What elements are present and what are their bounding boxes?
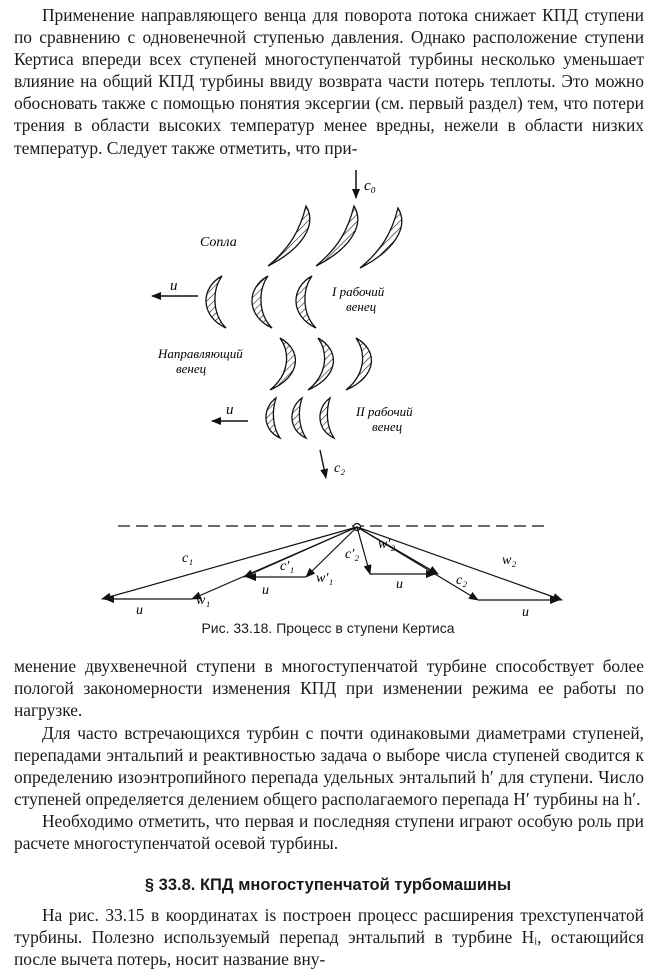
label-rotor1-b: венец bbox=[346, 299, 377, 314]
paragraph-4: Необходимо отметить, что первая и последняя ступени играют особую роль при расчете многоступенчатой осевой турбины. bbox=[14, 811, 644, 854]
label-guide-b: венец bbox=[176, 361, 207, 376]
label-u-3: u bbox=[136, 603, 143, 618]
label-rotor2-b: венец bbox=[372, 419, 403, 434]
c2-arrow bbox=[320, 450, 326, 478]
paragraph-3: Для часто встречающихся турбин с почти одинаковыми диаметрами ступеней, перепадами энтальпий и реактивностью задача о выборе числа ступеней сводится к определению изоэнтропийного перепада удельных энтальпий h′ для ступени. Число ступеней определяется делением общего располагаемого перепада H′ турбины на h′. bbox=[14, 723, 644, 810]
label-c1: c₁ bbox=[182, 551, 194, 566]
figure-caption: Рис. 33.18. Процесс в ступени Кертиса bbox=[201, 620, 455, 636]
paragraph-1: Применение направляющего венца для поворота потока снижает КПД ступени по сравнению с одновенечной ступенью давления. Однако расположение ступени Кертиса впереди всех ступеней многоступенчатой турбины несколько уменьшает влияние на общий КПД турбины ввиду возврата части потерь теплоты. Это можно обосновать также с помощью понятия эксергии (см. первый раздел) тем, что потери трения в области высоких температур менее вредны, нежели в области низких температур. Следует также отметить, что при- bbox=[14, 5, 644, 158]
guide-row bbox=[270, 338, 371, 390]
label-w1: w₁ bbox=[196, 593, 211, 608]
figure-curtis-stage bbox=[0, 168, 656, 638]
rotor-2-row bbox=[266, 398, 334, 438]
label-w2p: w′₂ bbox=[378, 537, 396, 552]
label-c2-bottom: c₂ bbox=[456, 573, 468, 588]
paragraph-5: На рис. 33.15 в координатах is построен процесс расширения трехступенчатой турбины. Полезно используемый перепад энтальпий в турбине Hᵢ, остающийся после вычета потерь, носит название вну- bbox=[14, 905, 644, 970]
label-guide-a: Направляющий bbox=[158, 346, 243, 361]
label-rotor1-a: I рабочий bbox=[332, 284, 385, 299]
velocity-vectors bbox=[102, 527, 562, 600]
paragraph-2: менение двухвенечной ступени в многоступенчатой турбине способствует более пологой закономерности изменения КПД при изменении режима ее работы по нагрузке. bbox=[14, 656, 644, 721]
figure-svg bbox=[0, 168, 656, 638]
label-u-6: u bbox=[522, 605, 529, 620]
label-c0: c₀ bbox=[364, 178, 376, 194]
label-rotor2-a: II рабочий bbox=[356, 404, 413, 419]
label-c2-top: c₂ bbox=[334, 461, 346, 476]
label-c2p: c′₂ bbox=[345, 547, 360, 562]
label-w2: w₂ bbox=[502, 553, 517, 568]
label-u-4: u bbox=[262, 583, 269, 598]
label-nozzles: Сопла bbox=[200, 235, 237, 250]
label-c1p: c′₁ bbox=[280, 559, 295, 574]
label-w1p: w′₁ bbox=[316, 571, 334, 586]
label-u-5: u bbox=[396, 577, 403, 592]
nozzle-row bbox=[268, 206, 402, 268]
section-heading: § 33.8. КПД многоступенчатой турбомашины bbox=[144, 876, 512, 894]
label-u-2: u bbox=[226, 402, 234, 418]
rotor-1-row bbox=[206, 276, 316, 328]
label-u-1: u bbox=[170, 278, 178, 294]
